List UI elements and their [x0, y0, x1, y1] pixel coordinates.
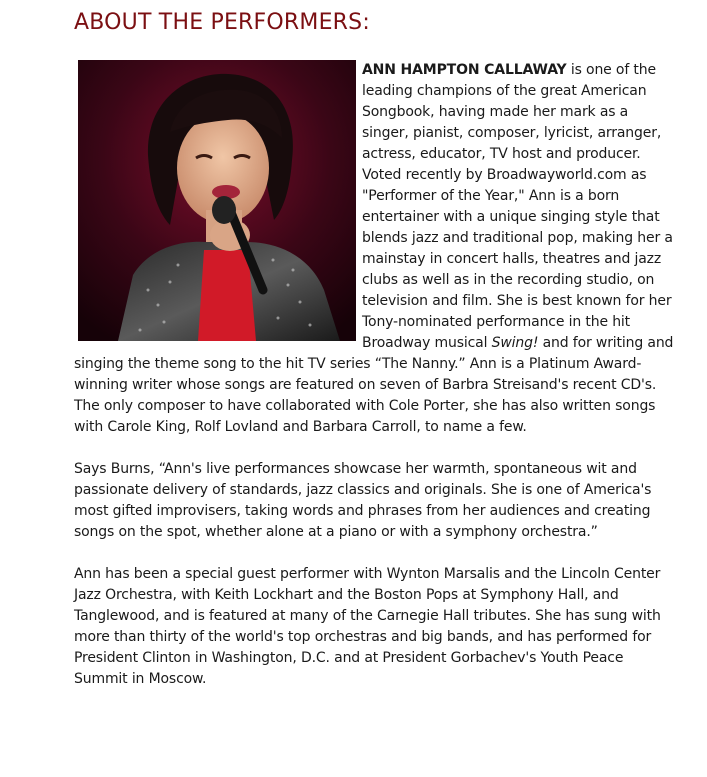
musical-title: Swing! — [491, 335, 539, 351]
performers-page — [74, 8, 674, 711]
performer-photo — [78, 60, 356, 341]
section-heading: ABOUT THE PERFORMERS: — [74, 10, 370, 35]
performer-name: ANN HAMPTON CALLAWAY — [362, 62, 567, 78]
bio-paragraph-2: Says Burns, “Ann's live performances showcase her warmth, spontaneous wit and passionate delivery of standards, jazz classics and originals. She is one of America's most gifted improvisers, taking words and phrases from her audiences and creating songs on the spot, whether alone at a piano or with a symphony orchestra.” — [74, 461, 652, 540]
bio-paragraph-1-part-2: and for writing and singing the theme song to the hit TV series “The Nanny.” Ann is a Platinum Award-winning writer whose songs are featured on seven of Barbra Streisand's recent CD's. The only composer to have collaborated with Cole Porter, she has also written songs with Carole King, Rolf Lovland and Barbara Carroll, to name a few. — [74, 335, 674, 435]
bio-paragraph-3: Ann has been a special guest performer with Wynton Marsalis and the Lincoln Center Jazz Orchestra, with Keith Lockhart and the Boston Pops at Symphony Hall, and Tanglewood, and is featured at many of the Carnegie Hall tributes. She has sung with more than thirty of the world's top orchestras and big bands, and has performed for President Clinton in Washington, D.C. and at President Gorbachev's Youth Peace Summit in Moscow. — [74, 566, 661, 687]
bio-paragraph-1-part-1: is one of the leading champions of the great American Songbook, having made her mark as a singer, pianist, composer, lyricist, arranger, actress, educator, TV host and producer. Voted recently by Broadwayworld.com as "Performer of the Year," Ann is a born entertainer with a unique singing style that blends jazz and traditional pop, making her a mainstay in concert halls, theatres and jazz clubs as well as in the recording studio, on television and film. She is best known for her Tony-nominated performance in the hit Broadway musical — [362, 62, 673, 351]
